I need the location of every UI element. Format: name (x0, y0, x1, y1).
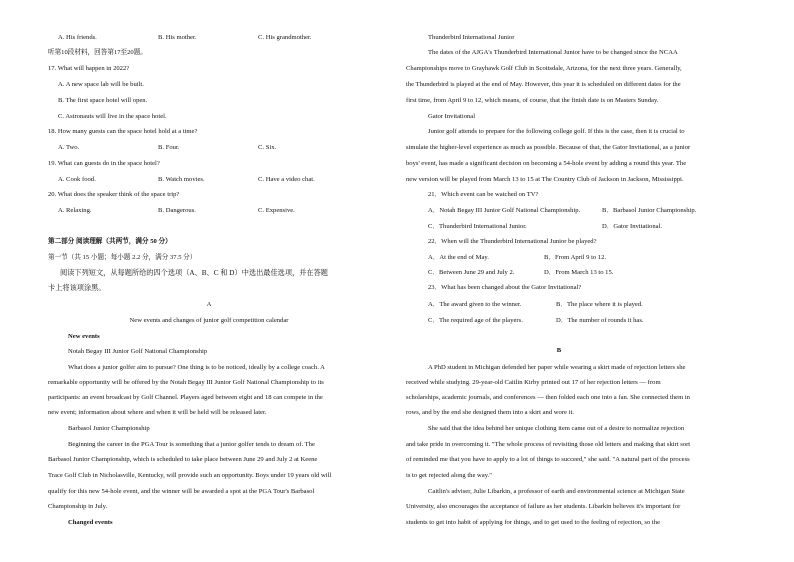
q21-option-c: C．Thunderbird International Junior. (428, 223, 527, 230)
q19-option-b: B. Watch movies. (158, 176, 205, 183)
question-18: 18. How many guests can the space hotel hold at a time? (48, 128, 198, 135)
section-one-heading: 第一节（共 15 小题；每小题 2.2 分，满分 37.5 分） (48, 254, 197, 261)
q17-option-b: B. The first space hotel will open. (58, 97, 148, 104)
thunderbird-line: Championships move to Grayhawk Golf Club in Scottsdale, Arizona, for the next three years. Generally, (406, 65, 682, 72)
question-23: 23．What has been changed about the Gator Invitational? (428, 284, 582, 291)
barbasol-line: Beginning the career in the PGA Tour is something that a junior golfer tends to dream of. The (68, 441, 315, 448)
barbasol-line: Championship in July. (48, 503, 108, 510)
q16-option-a: A. His friends. (58, 34, 97, 41)
q22-option-c: C．Between June 29 and July 2. (428, 269, 515, 276)
passage-a-letter: A (206, 301, 212, 308)
q19-option-a: A. Cook food. (58, 176, 96, 183)
barbasol-line: Barbasol Junior Championship, which is scheduled to take place between June 29 and July 2 at Keene (48, 456, 318, 463)
part-two-heading: 第二部分 阅读理解（共两节，满分 50 分） (48, 238, 172, 245)
gator-line: boys' event, has made a significant decision on becoming a 54-hole event by adding a round this year. The (406, 160, 687, 167)
gator-line: Junior golf attends to prepare for the following college golf. If this is the case, then it is crucial to (428, 128, 685, 135)
passage-b-line: rows, and by the end she designed them into a skirt and wore it. (406, 409, 574, 416)
passage-b-line: She said that the idea behind her unique clothing item came out of a desire to normalize rejection (428, 425, 685, 432)
question-21: 21．Which event can be watched on TV? (428, 191, 539, 198)
thunderbird-line: The dates of the AJGA's Thunderbird International Junior have to be changed since the NCAA (428, 49, 678, 56)
q23-option-a: A．The award given to the winner. (428, 301, 522, 308)
passage-b-line: University, also encourages the acceptance of failure as her students. Libarkin believes it's important for (406, 503, 681, 510)
gator-line: new version will be played from March 13 to 15 at The Country Club of Jackson in Jackson, Mississippi. (406, 176, 684, 183)
q22-option-b: B．From April 9 to 12. (544, 254, 607, 261)
passage-b-line: and take pride in overcoming it. "The whole process of revisiting those old letters and making that skirt sort (406, 441, 691, 448)
notah-heading: Notah Begay III Junior Golf National Championship (68, 348, 208, 355)
thunderbird-line: first time, from April 9 to 12, which means, of course, that the finish date is on Masters Sunday. (406, 97, 659, 104)
question-17: 17. What will happen in 2022? (48, 65, 130, 72)
notah-line: new event; information about where and when it will be held will be released later. (48, 409, 267, 416)
passage-b-line: scholarships, academic journals, and conferences — then folded each one into a fan. She connected them in (406, 394, 690, 401)
q17-option-a: A. A new space lab will be built. (58, 81, 144, 88)
reading-instruction-line-2: 卡上将该项涂黑。 (48, 284, 106, 292)
q20-option-c: C. Expensive. (258, 207, 295, 214)
notah-line: participants: an event broadcast by Golf Channel. Players aged between eight and 18 can compete in the (48, 394, 323, 401)
q21-option-b: B．Barbasol Junior Championship. (602, 207, 697, 214)
passage-b-line: A PhD student in Michigan defended her paper while wearing a skirt made of rejection letters she (428, 364, 686, 371)
question-20: 20. What does the speaker think of the space trip? (48, 191, 180, 198)
q17-option-c: C. Astronauts will live in the space hotel. (58, 113, 167, 120)
notah-line: remarkable opportunity will be offered by the Notah Begay III Junior Golf National Championship to its (48, 379, 324, 386)
q22-option-d: D．From March 13 to 15. (544, 269, 614, 276)
gator-heading: Gator Invitational (428, 113, 476, 120)
passage-b-line: of reminded me that you have to apply to a lot of things to succeed," she said. "A natural part of the process (406, 456, 690, 463)
thunderbird-line: the Thunderbird is played at the end of May. However, this year it is scheduled on different dates for the (406, 81, 681, 88)
q18-option-a: A. Two. (58, 144, 80, 151)
q16-option-b: B. His mother. (158, 34, 197, 41)
gator-line: simulate the higher-level experience as much as possible. Because of that, the Gator Invitational, as a junior (406, 144, 691, 151)
q18-option-c: C. Six. (258, 144, 277, 151)
q22-option-a: A．At the end of May. (428, 254, 489, 261)
barbasol-heading: Barbasol Junior Championship (68, 425, 150, 432)
passage-b-line: received while studying. 29-year-old Caitlin Kirby printed out 17 of her rejection letters — from (406, 379, 661, 386)
barbasol-line: Trace Golf Club in Nicholasville, Kentucky, will provide such an opportunity. Boys under 19 years old will (48, 472, 332, 479)
new-events-heading: New events (68, 333, 100, 340)
reading-instruction-line-1: 阅读下列短文，从每题所给的四个选项（A、B、C 和 D）中选出最佳选项，并在答题 (60, 269, 328, 277)
passage-b-line: students to get into habit of applying for things, and to get used to the feeling of rejection, so the (406, 519, 660, 526)
q21-option-d: D．Gator Invitational. (602, 223, 663, 230)
notah-line: What does a junior golfer aim to pursue? One thing is to be noticed, ideally by a college coach. A (68, 364, 325, 371)
q21-option-a: A．Notah Begay III Junior Golf National Championship. (428, 207, 581, 214)
question-19: 19. What can guests do in the space hotel? (48, 160, 160, 167)
q23-option-b: B．The place where it is played. (556, 301, 643, 308)
q23-option-d: D．The number of rounds it has. (556, 317, 644, 324)
changed-events-heading: Changed events (68, 519, 113, 526)
q20-option-b: B. Dangerous. (158, 207, 196, 214)
q18-option-b: B. Four. (158, 144, 180, 151)
q19-option-c: C. Have a video chat. (258, 176, 315, 183)
passage-a-title: New events and changes of junior golf competition calendar (129, 317, 289, 324)
passage-b-letter: B (556, 347, 562, 354)
q23-option-c: C．The required age of the players. (428, 317, 523, 324)
passage-b-line: is to get rejected along the way." (406, 472, 492, 479)
q16-option-c: C. His grandmother. (258, 34, 312, 41)
passage-b-line: Caitlin's adviser, Julie Libarkin, a professor of earth and environmental science at Michigan State (428, 488, 685, 495)
question-22: 22．When will the Thunderbird International Junior be played? (428, 238, 597, 245)
q20-option-a: A. Relaxing. (58, 207, 92, 214)
barbasol-line: qualify for this new 54-hole event, and the winner will be awarded a spot at the PGA Tour's Barbasol (48, 488, 315, 495)
listening-instruction: 听第10段材料，回答第17至20题。 (48, 49, 147, 56)
thunderbird-heading: Thunderbird International Junior (428, 34, 515, 41)
